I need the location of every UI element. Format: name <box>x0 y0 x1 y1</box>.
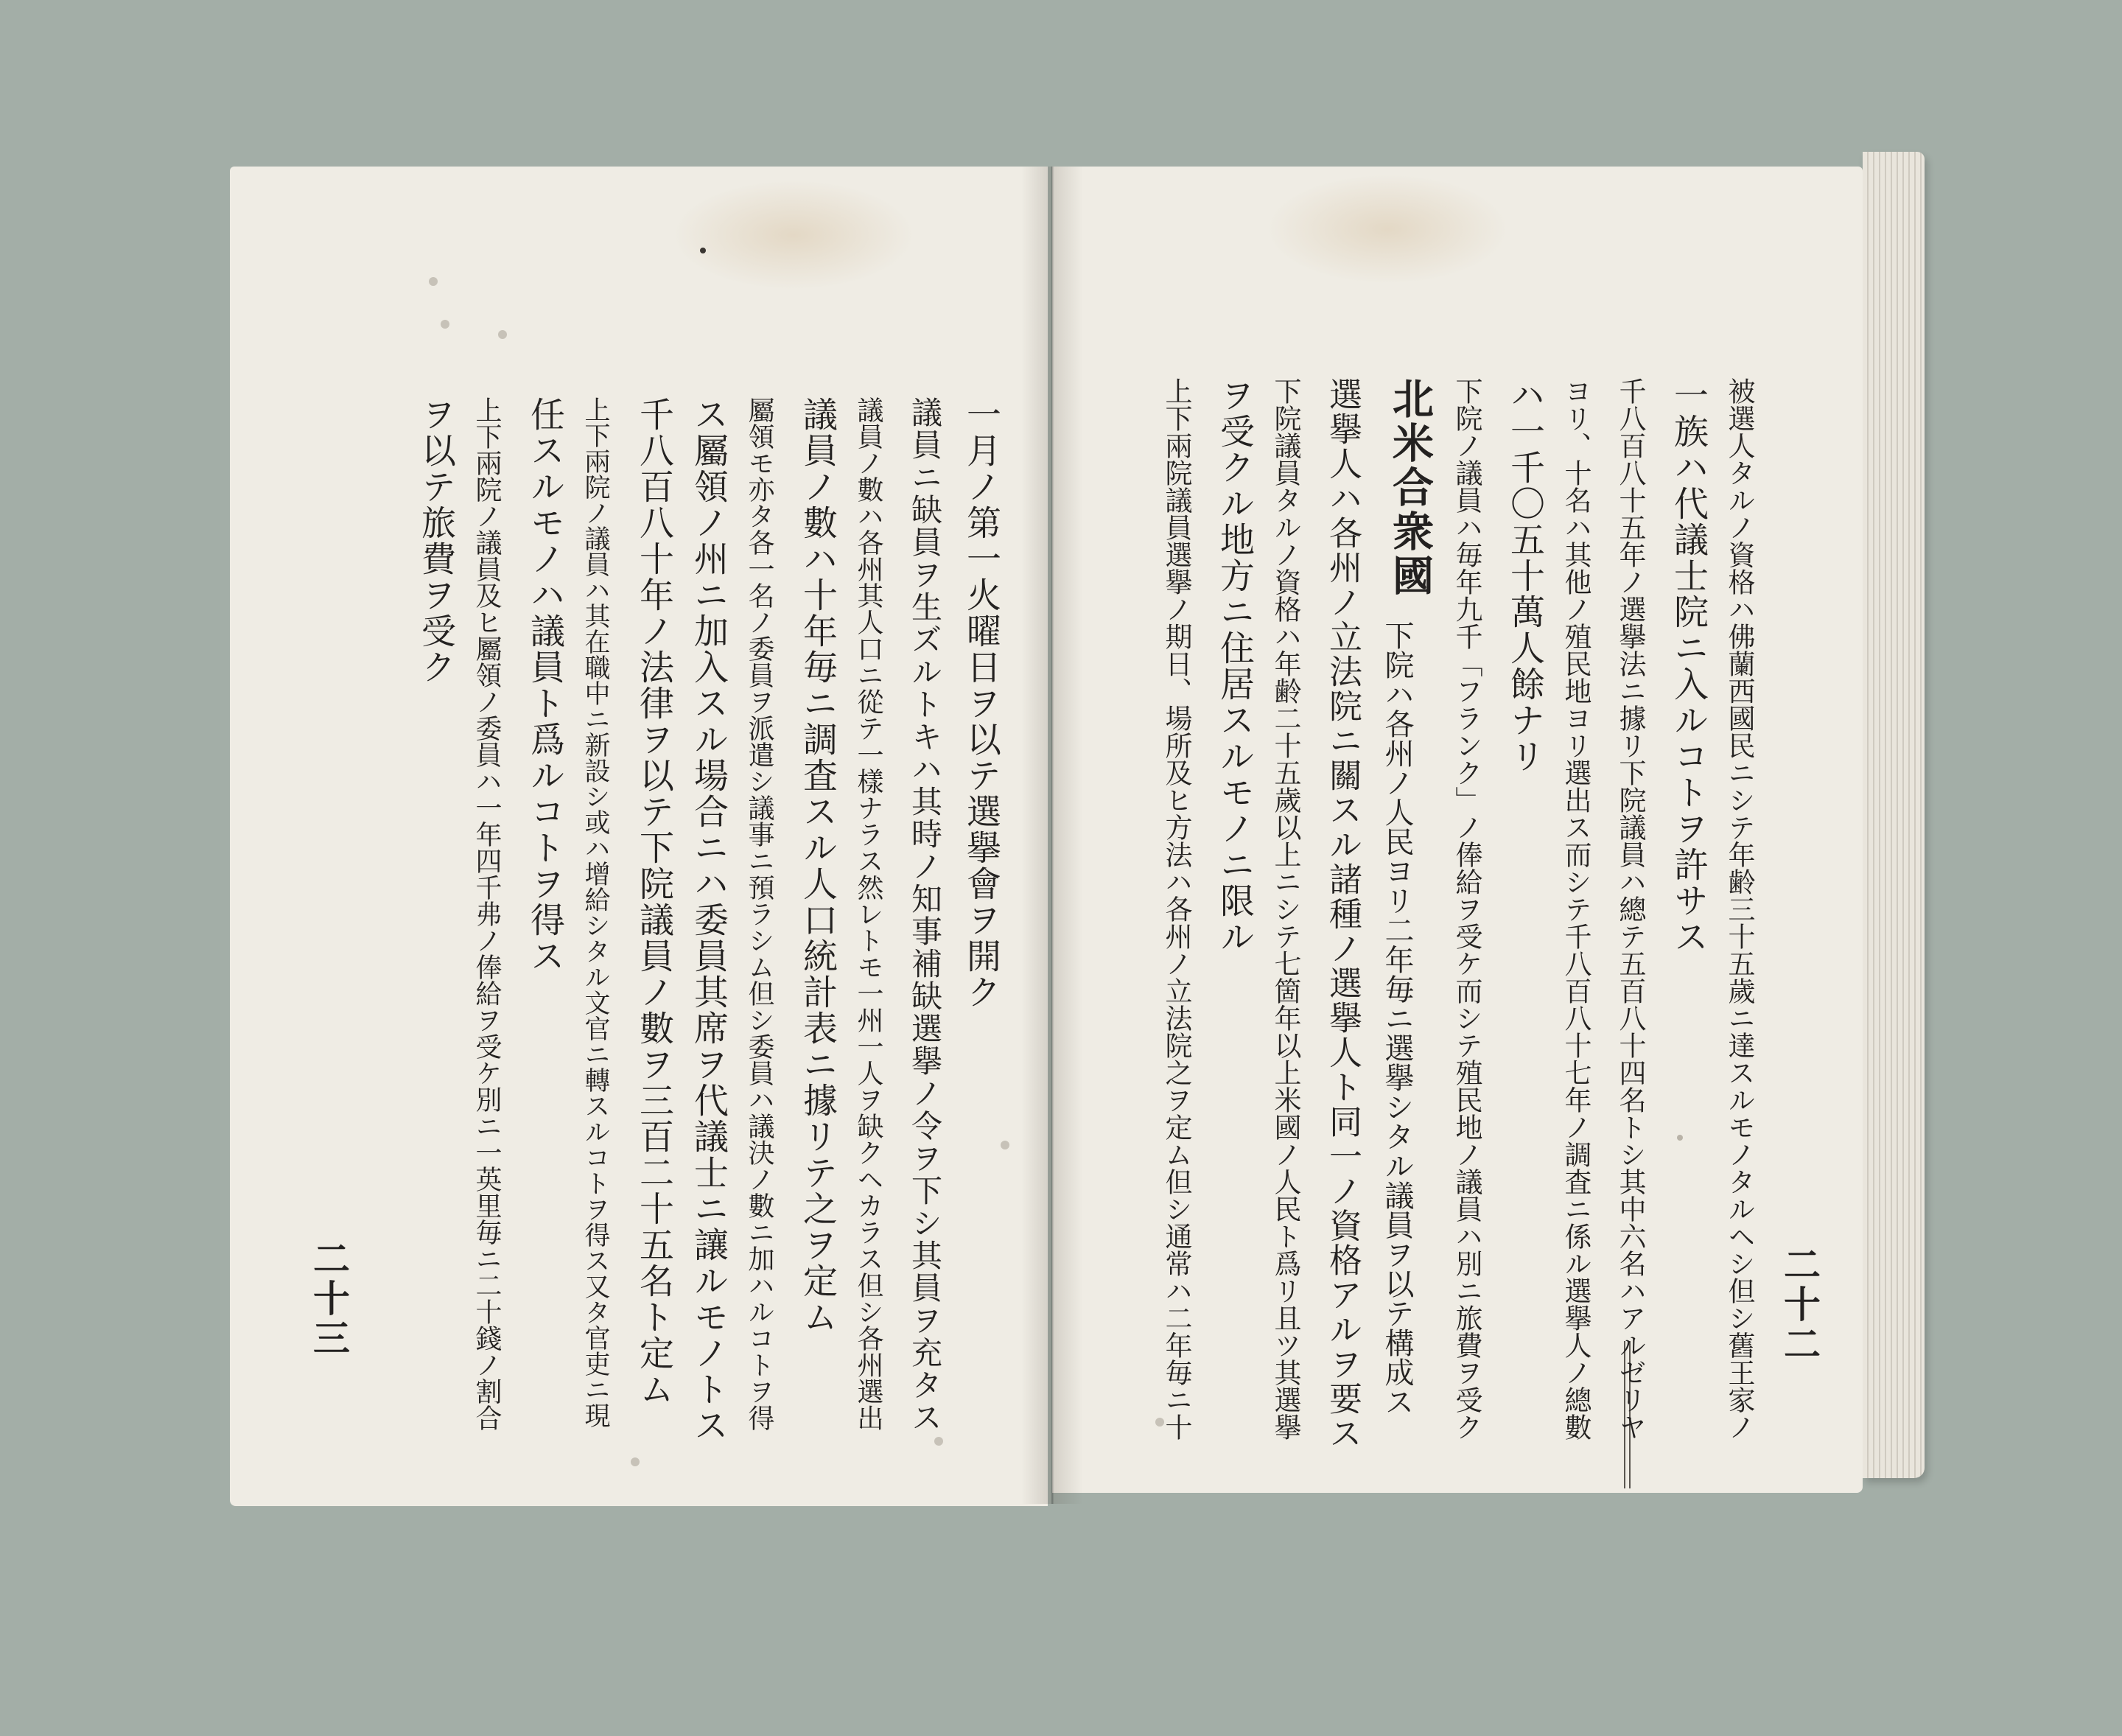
paper-stain <box>1266 174 1509 284</box>
text-line: ヲ以テ旅費ヲ受ク <box>416 396 456 685</box>
text-line: 上下兩院ノ議員及ヒ屬領ノ委員ハ一年四千弗ノ俸給ヲ受ケ別ニ一英里毎ニ二十錢ノ割合 <box>472 396 502 1431</box>
page-edges <box>1863 152 1925 1478</box>
text-line: 下院議員タルノ資格ハ年齢二十五歲以上ニシテ七箇年以上米國ノ人民ト爲リ且ツ其選擧 <box>1270 377 1301 1441</box>
text-line: 屬領モ亦タ各一名ノ委員ヲ派遣シ議事ニ預ラシム但シ委員ハ議決ノ數ニ加ハルコトヲ得 <box>744 396 774 1431</box>
page-number-right: 二十二 <box>1778 1245 1821 1365</box>
text-line: 被選人タルノ資格ハ佛蘭西國民ニシテ年齢三十五歲ニ達スルモノタルヘシ但シ舊王家ノ <box>1723 377 1755 1441</box>
text-line: 一月ノ第一火曜日ヲ以テ選擧會ヲ開ク <box>961 396 1001 1010</box>
binding-hole <box>429 277 438 286</box>
section-heading: 北米合衆國 <box>1386 377 1435 598</box>
binding-hole <box>631 1457 640 1466</box>
page-number-left: 二十三 <box>307 1239 351 1359</box>
text-line: 下院ハ各州ノ人民ヨリ二年毎ニ選擧シタル議員ヲ以テ構成ス <box>1380 620 1414 1416</box>
text-line: 議員ノ數ハ各州其人口ニ從テ一樣ナラス然レトモ一州一人ヲ缺クヘカラス但シ各州選出 <box>853 396 883 1431</box>
binding-hole <box>1677 1135 1683 1141</box>
text-line: 上下兩院議員選擧ノ期日、場所及ヒ方法ハ各州ノ立法院之ヲ定ム但シ通常ハ二年毎ニ十 <box>1160 377 1192 1441</box>
binding-hole <box>934 1437 943 1446</box>
text-line: ヨリ、十名ハ其他ノ殖民地ヨリ選出ス而シテ千八百八十七年ノ調査ニ係ル選擧人ノ總數 <box>1560 377 1592 1441</box>
text-line: 議員ノ數ハ十年毎ニ調査スル人口統計表ニ據リテ之ヲ定ム <box>797 396 838 1335</box>
text-line: 下院ノ議員ハ毎年九千「フランク」ノ俸給ヲ受ケ而シテ殖民地ノ議員ハ別ニ旅費ヲ受ク <box>1451 377 1482 1441</box>
binding-hole <box>498 330 507 339</box>
binding-hole <box>1001 1141 1009 1149</box>
binding-hole <box>441 320 449 329</box>
text-line: 一族ハ代議士院ニ入ルコトヲ許サス <box>1668 377 1709 955</box>
text-line: 千八百八十五年ノ選擧法ニ據リ下院議員ハ總テ五百八十四名トシ其中六名ハアルゼリヤ <box>1614 377 1646 1441</box>
text-line: 選擧人ハ各州ノ立法院ニ關スル諸種ノ選擧人ト同一ノ資格アルヲ要ス <box>1323 377 1362 1451</box>
paper-stain <box>672 180 915 290</box>
text-line: 千八百八十年ノ法律ヲ以テ下院議員ノ數ヲ三百二十五名ト定ム <box>634 396 674 1407</box>
book-gutter <box>1021 167 1083 1504</box>
ink-dot <box>700 248 706 253</box>
text-line: ハ一千〇五十萬人餘ナリ <box>1505 377 1545 774</box>
text-line: 議員ニ缺員ヲ生ズルトキハ其時ノ知事補缺選擧ノ令ヲ下シ其員ヲ充タス <box>907 396 943 1434</box>
text-line: 上下兩院ノ議員ハ其在職中ニ新設シ或ハ增給シタル文官ニ轉スルコトヲ得ス又タ官吏ニ現 <box>581 396 610 1428</box>
text-line: ス屬領ノ州ニ加入スル場合ニハ委員其席ヲ代議士ニ讓ルモノトス <box>688 396 729 1443</box>
text-line: ヲ受クル地方ニ住居スルモノニ限ル <box>1214 377 1255 955</box>
text-line: 任スルモノハ議員ト爲ルコトヲ得ス <box>525 396 565 974</box>
